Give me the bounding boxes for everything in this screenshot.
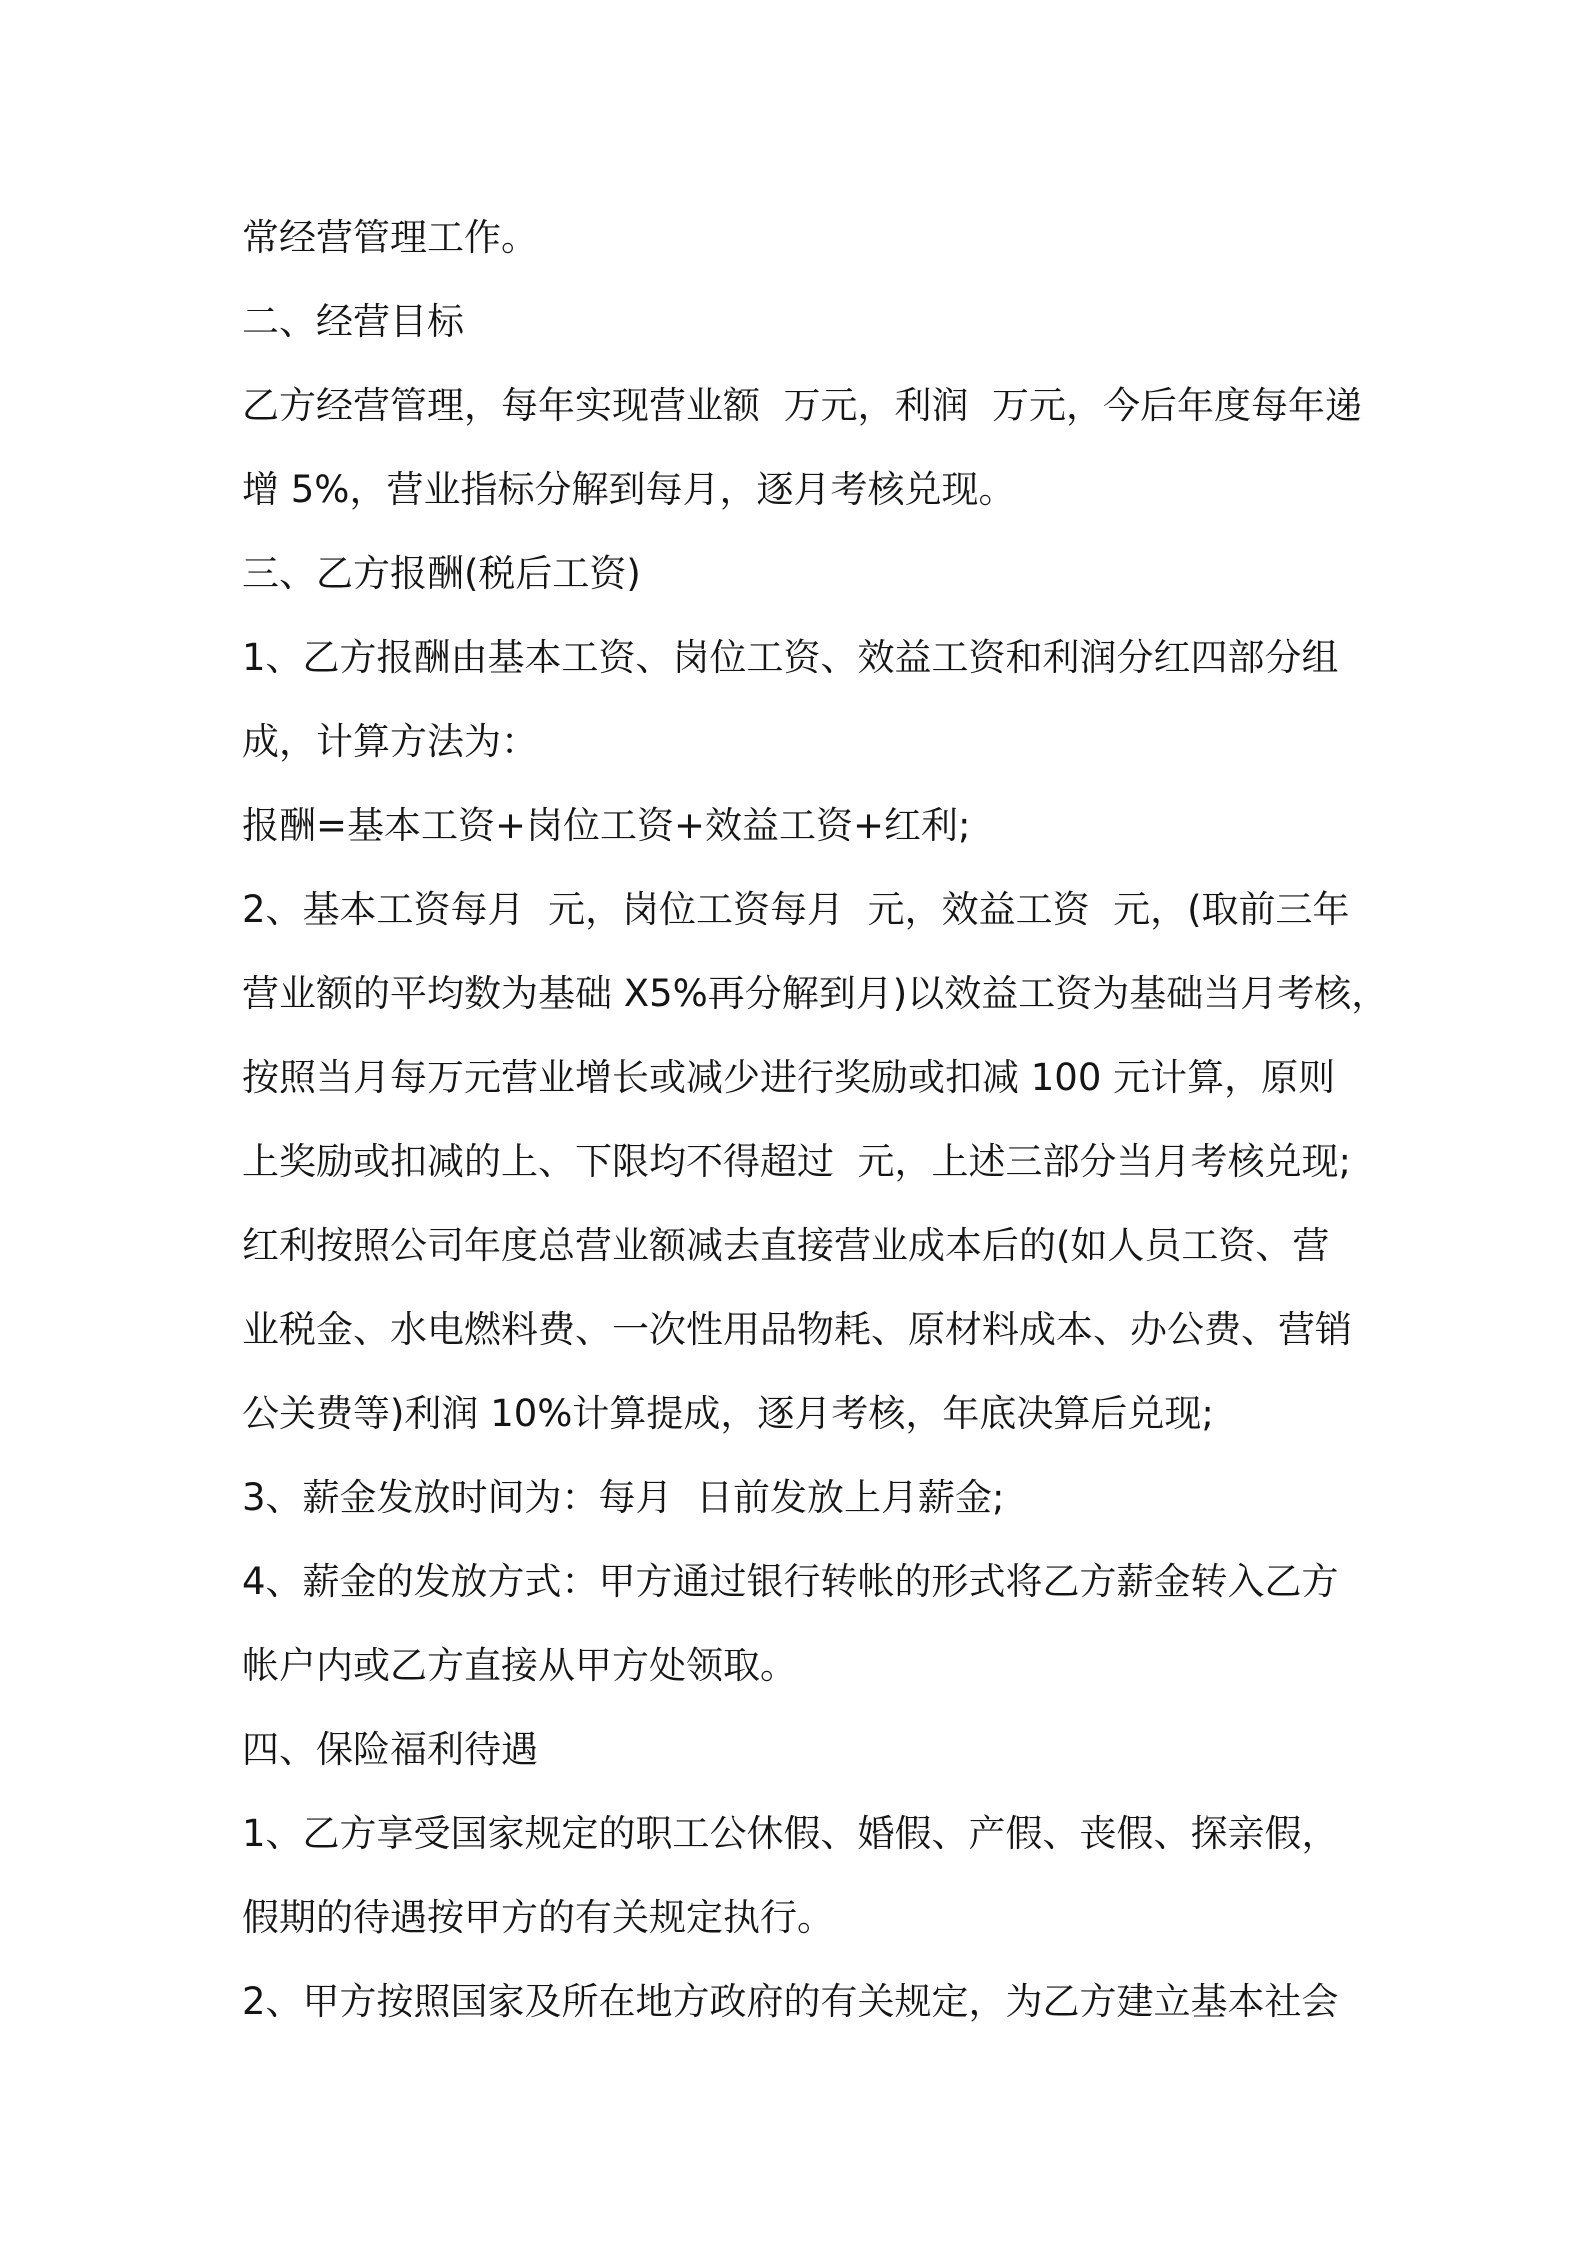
paragraph-line: 业税金、水电燃料费、一次性用品物耗、原材料成本、办公费、营销: [242, 1308, 1352, 1351]
paragraph-line: 报酬=基本工资+岗位工资+效益工资+红利;: [242, 804, 971, 847]
section-heading: 二、经营目标: [242, 300, 464, 343]
paragraph-line: 乙方经营管理，每年实现营业额 万元，利润 万元，今后年度每年递: [242, 384, 1363, 427]
paragraph-line: 按照当月每万元营业增长或减少进行奖励或扣减 100 元计算，原则: [242, 1056, 1336, 1099]
paragraph-line: 公关费等)利润 10%计算提成，逐月考核，年底决算后兑现;: [242, 1392, 1214, 1435]
paragraph-line: 营业额的平均数为基础 X5%再分解到月)以效益工资为基础当月考核，: [242, 972, 1389, 1015]
paragraph-line: 假期的待遇按甲方的有关规定执行。: [242, 1896, 834, 1939]
paragraph-line: 3、薪金发放时间为：每月 日前发放上月薪金;: [242, 1476, 1005, 1519]
document-body: [242, 196, 1389, 2044]
paragraph-line: 1、乙方享受国家规定的职工公休假、婚假、产假、丧假、探亲假，: [242, 1812, 1339, 1855]
paragraph-line: 2、甲方按照国家及所在地方政府的有关规定，为乙方建立基本社会: [242, 1980, 1339, 2023]
paragraph-line: 红利按照公司年度总营业额减去直接营业成本后的(如人员工资、营: [242, 1224, 1330, 1267]
section-heading: 三、乙方报酬(税后工资): [242, 552, 641, 595]
paragraph-line: 4、薪金的发放方式：甲方通过银行转帐的形式将乙方薪金转入乙方: [242, 1560, 1339, 1603]
paragraph-line: 上奖励或扣减的上、下限均不得超过 元，上述三部分当月考核兑现;: [242, 1140, 1351, 1183]
paragraph-line: 1、乙方报酬由基本工资、岗位工资、效益工资和利润分红四部分组: [242, 636, 1339, 679]
paragraph-line: 帐户内或乙方直接从甲方处领取。: [242, 1644, 797, 1687]
paragraph-line: 常经营管理工作。: [242, 216, 538, 259]
section-heading: 四、保险福利待遇: [242, 1728, 538, 1771]
paragraph-line: 成，计算方法为：: [242, 720, 538, 763]
paragraph-line: 增 5%，营业指标分解到每月，逐月考核兑现。: [242, 468, 1016, 511]
paragraph-line: 2、基本工资每月 元，岗位工资每月 元，效益工资 元，(取前三年: [242, 888, 1350, 931]
